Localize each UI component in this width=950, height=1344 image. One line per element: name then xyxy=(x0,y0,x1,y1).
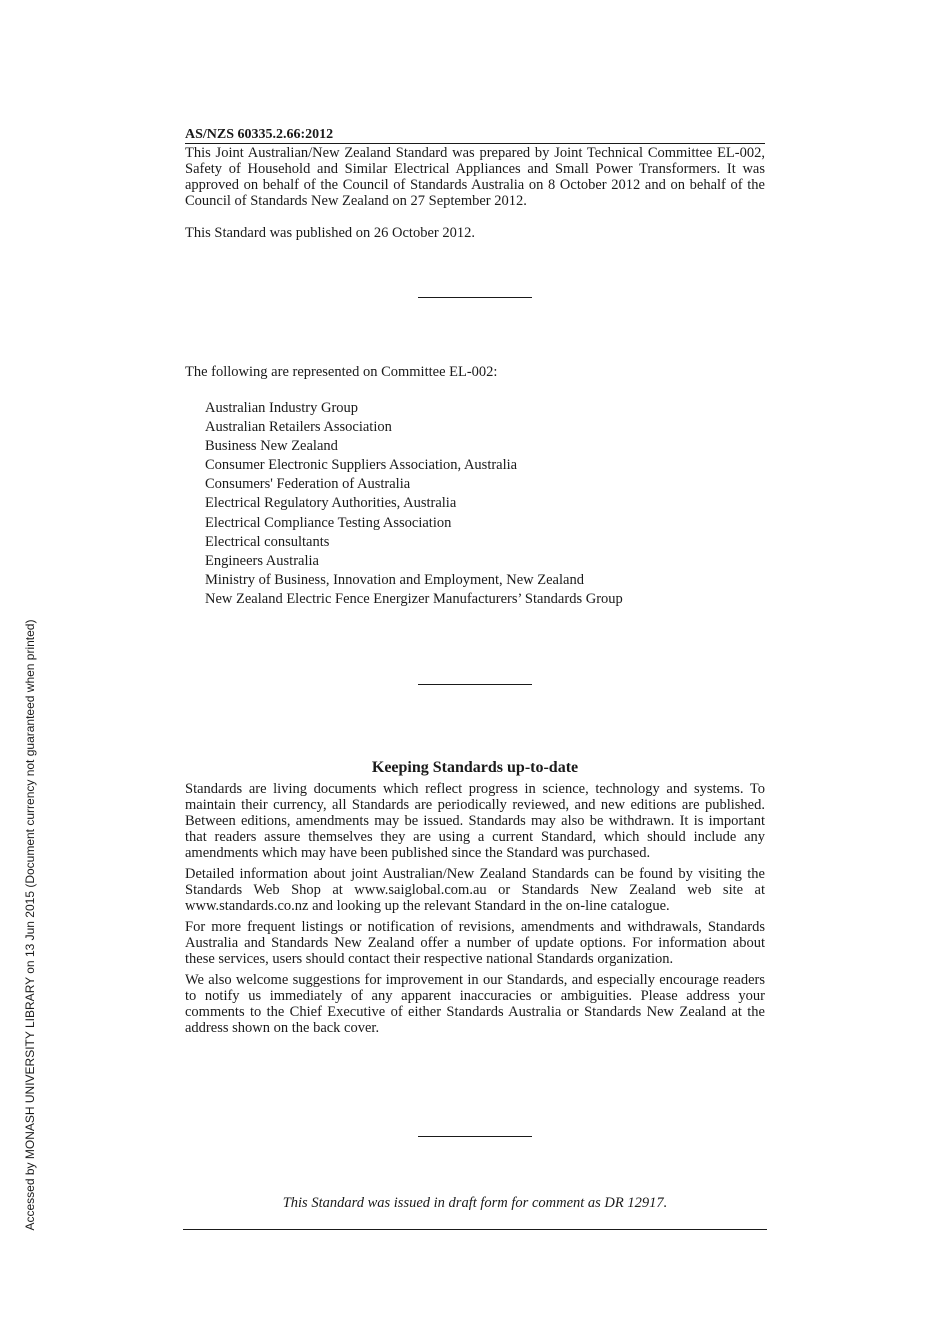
section-divider-2 xyxy=(418,684,532,685)
body-paragraph: Detailed information about joint Australian/New Zealand Standards can be found by visiting the Standards Web Shop at www.saiglobal.com.au or Standards New Zealand web site at www.standards.co.nz and looking up the relevant Standard in the on-line catalogue. xyxy=(185,866,765,914)
committee-member: Australian Industry Group xyxy=(205,400,359,416)
committee-member: New Zealand Electric Fence Energizer Manufacturers’ Standards Group xyxy=(205,590,623,607)
committee-member-list xyxy=(205,399,765,609)
committee-member: Consumer Electronic Suppliers Association, Australia xyxy=(205,457,518,474)
keeping-standards-heading: Keeping Standards up-to-date xyxy=(371,759,579,776)
section-divider-3 xyxy=(418,1136,532,1137)
body-paragraph: Standards are living documents which reflect progress in science, technology and systems. To maintain their currency, all Standards are periodically reviewed, and new editions are published. Between editions, amendments may be issued. Standards may also be withdrawn. It is important that readers assure themselves they are using a current Standard, which should include any amendments which may have been published since the Standard was purchased. xyxy=(185,781,765,861)
access-watermark-text: Accessed by MONASH UNIVERSITY LIBRARY on 13 Jun 2015 (Document currency not guaranteed when printed) xyxy=(23,619,37,1231)
committee-member: Australian Retailers Association xyxy=(205,419,392,436)
body-paragraph: For more frequent listings or notification of revisions, amendments and withdrawals, Standards Australia and Standards New Zealand offer a number of update options. For information about these services, users should contact their respective national Standards organization. xyxy=(185,919,765,967)
document-page xyxy=(185,0,765,1344)
standard-id: AS/NZS 60335.2.66:2012 xyxy=(185,127,765,144)
committee-member: Consumers' Federation of Australia xyxy=(205,476,411,493)
committee-member: Electrical consultants xyxy=(205,533,330,550)
preparation-paragraph: This Joint Australian/New Zealand Standard was prepared by Joint Technical Committee EL-002, Safety of Household and Similar Electrical Appliances and Small Power Transformers. It was approved on behalf of the Council of Standards Australia on 8 October 2012 and on behalf of the Council of Standards New Zealand on 27 September 2012. xyxy=(185,145,765,209)
committee-member: Engineers Australia xyxy=(205,552,319,569)
section-divider-1 xyxy=(418,297,532,298)
committee-member: Electrical Regulatory Authorities, Australia xyxy=(205,495,457,512)
committee-member: Business New Zealand xyxy=(205,438,338,455)
committee-member: Ministry of Business, Innovation and Employment, New Zealand xyxy=(205,571,584,588)
committee-member: Electrical Compliance Testing Association xyxy=(205,514,452,531)
keeping-standards-body xyxy=(185,781,765,1041)
draft-note: This Standard was issued in draft form for comment as DR 12917. xyxy=(282,1195,668,1211)
footer-rule xyxy=(183,1229,767,1230)
body-paragraph: We also welcome suggestions for improvement in our Standards, and especially encourage readers to notify us immediately of any apparent inaccuracies or ambiguities. Please address your comments to the Chief Executive of either Standards Australia or Standards New Zealand at the address shown on the back cover. xyxy=(185,972,765,1036)
publication-date-line: This Standard was published on 26 October 2012. xyxy=(185,225,475,241)
committee-intro: The following are represented on Committee EL-002: xyxy=(185,364,498,380)
